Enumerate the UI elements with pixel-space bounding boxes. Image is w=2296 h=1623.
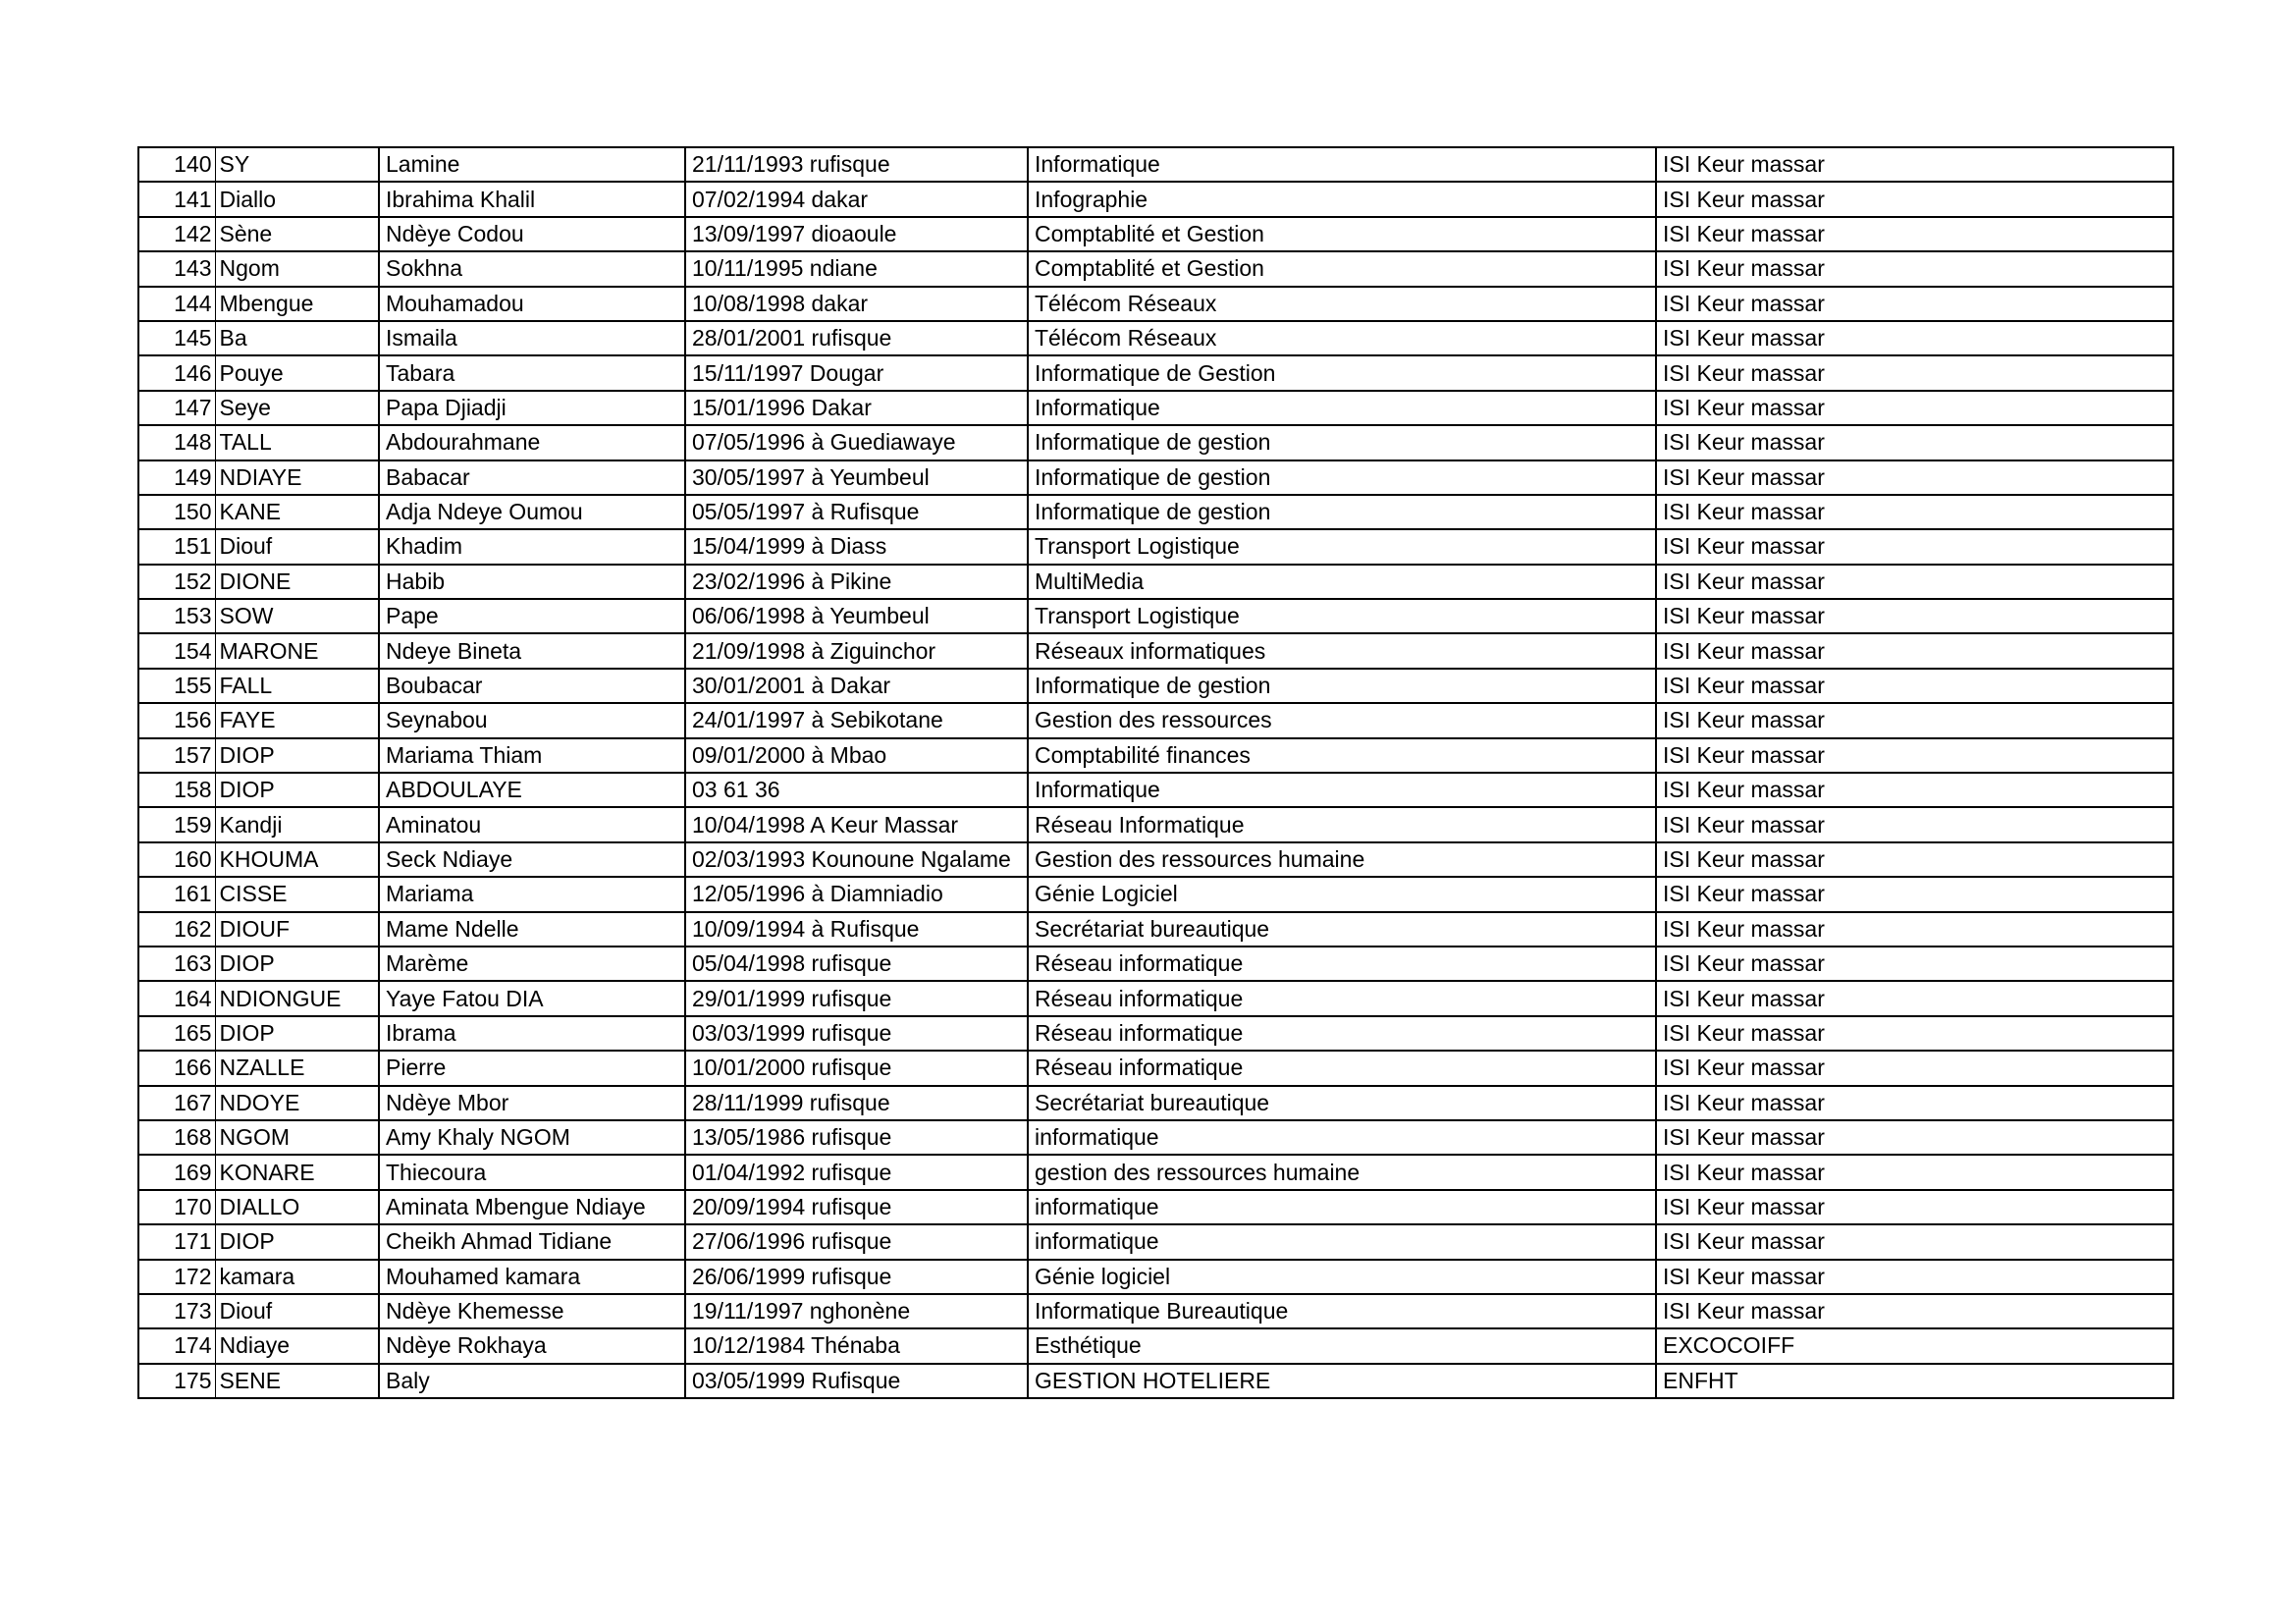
last-name-cell: NDIAYE (215, 460, 379, 495)
birth-info-cell: 30/05/1997 à Yeumbeul (685, 460, 1028, 495)
institution-cell: ISI Keur massar (1656, 182, 2173, 216)
program-cell: Réseaux informatiques (1028, 633, 1656, 668)
birth-info-cell: 19/11/1997 nghonène (685, 1294, 1028, 1328)
last-name-cell: KHOUMA (215, 842, 379, 877)
first-name-cell: Pierre (379, 1051, 685, 1085)
institution-cell: EXCOCOIFF (1656, 1328, 2173, 1363)
birth-info-cell: 03 61 36 (685, 773, 1028, 807)
institution-cell: ISI Keur massar (1656, 529, 2173, 564)
row-number: 144 (138, 287, 215, 321)
program-cell: Informatique (1028, 147, 1656, 182)
birth-info-cell: 21/09/1998 à Ziguinchor (685, 633, 1028, 668)
institution-cell: ISI Keur massar (1656, 669, 2173, 703)
last-name-cell: MARONE (215, 633, 379, 668)
row-number: 161 (138, 877, 215, 911)
birth-info-cell: 30/01/2001 à Dakar (685, 669, 1028, 703)
first-name-cell: Adja Ndeye Oumou (379, 495, 685, 529)
first-name-cell: Thiecoura (379, 1155, 685, 1189)
institution-cell: ISI Keur massar (1656, 1190, 2173, 1224)
birth-info-cell: 05/04/1998 rufisque (685, 947, 1028, 981)
first-name-cell: Baly (379, 1364, 685, 1398)
first-name-cell: Amy Khaly NGOM (379, 1120, 685, 1155)
student-table (137, 146, 2174, 1399)
table-row (138, 773, 2173, 807)
institution-cell: ENFHT (1656, 1364, 2173, 1398)
last-name-cell: Diouf (215, 529, 379, 564)
program-cell: Comptabilité finances (1028, 738, 1656, 773)
birth-info-cell: 02/03/1993 Kounoune Ngalame (685, 842, 1028, 877)
birth-info-cell: 24/01/1997 à Sebikotane (685, 703, 1028, 737)
birth-info-cell: 15/01/1996 Dakar (685, 391, 1028, 425)
row-number: 170 (138, 1190, 215, 1224)
last-name-cell: DIALLO (215, 1190, 379, 1224)
row-number: 171 (138, 1224, 215, 1259)
row-number: 140 (138, 147, 215, 182)
institution-cell: ISI Keur massar (1656, 599, 2173, 633)
program-cell: Comptablité et Gestion (1028, 217, 1656, 251)
last-name-cell: CISSE (215, 877, 379, 911)
first-name-cell: Khadim (379, 529, 685, 564)
first-name-cell: Aminata Mbengue Ndiaye (379, 1190, 685, 1224)
birth-info-cell: 27/06/1996 rufisque (685, 1224, 1028, 1259)
table-row (138, 1155, 2173, 1189)
birth-info-cell: 21/11/1993 rufisque (685, 147, 1028, 182)
row-number: 156 (138, 703, 215, 737)
table-row (138, 565, 2173, 599)
institution-cell: ISI Keur massar (1656, 217, 2173, 251)
institution-cell: ISI Keur massar (1656, 287, 2173, 321)
program-cell: Informatique de gestion (1028, 460, 1656, 495)
table-row (138, 321, 2173, 355)
institution-cell: ISI Keur massar (1656, 251, 2173, 286)
table-row (138, 703, 2173, 737)
institution-cell: ISI Keur massar (1656, 460, 2173, 495)
program-cell: informatique (1028, 1190, 1656, 1224)
last-name-cell: Pouye (215, 355, 379, 390)
birth-info-cell: 12/05/1996 à Diamniadio (685, 877, 1028, 911)
birth-info-cell: 23/02/1996 à Pikine (685, 565, 1028, 599)
last-name-cell: FALL (215, 669, 379, 703)
first-name-cell: Ibrama (379, 1016, 685, 1051)
row-number: 147 (138, 391, 215, 425)
institution-cell: ISI Keur massar (1656, 565, 2173, 599)
program-cell: Infographie (1028, 182, 1656, 216)
first-name-cell: Lamine (379, 147, 685, 182)
table-row (138, 669, 2173, 703)
first-name-cell: Pape (379, 599, 685, 633)
table-row (138, 355, 2173, 390)
first-name-cell: Abdourahmane (379, 425, 685, 460)
first-name-cell: Mouhamadou (379, 287, 685, 321)
last-name-cell: Diallo (215, 182, 379, 216)
first-name-cell: Seynabou (379, 703, 685, 737)
program-cell: GESTION HOTELIERE (1028, 1364, 1656, 1398)
last-name-cell: DIONE (215, 565, 379, 599)
birth-info-cell: 09/01/2000 à Mbao (685, 738, 1028, 773)
row-number: 173 (138, 1294, 215, 1328)
last-name-cell: Ngom (215, 251, 379, 286)
institution-cell: ISI Keur massar (1656, 1016, 2173, 1051)
last-name-cell: Seye (215, 391, 379, 425)
table-row (138, 1086, 2173, 1120)
table-row (138, 1224, 2173, 1259)
institution-cell: ISI Keur massar (1656, 1155, 2173, 1189)
row-number: 155 (138, 669, 215, 703)
institution-cell: ISI Keur massar (1656, 842, 2173, 877)
first-name-cell: Tabara (379, 355, 685, 390)
table-row (138, 147, 2173, 182)
program-cell: Secrétariat bureautique (1028, 912, 1656, 947)
first-name-cell: Habib (379, 565, 685, 599)
table-row (138, 633, 2173, 668)
last-name-cell: SY (215, 147, 379, 182)
table-row (138, 495, 2173, 529)
program-cell: Réseau informatique (1028, 981, 1656, 1015)
table-row (138, 1294, 2173, 1328)
last-name-cell: SENE (215, 1364, 379, 1398)
row-number: 152 (138, 565, 215, 599)
institution-cell: ISI Keur massar (1656, 425, 2173, 460)
table-row (138, 599, 2173, 633)
table-row (138, 1016, 2173, 1051)
birth-info-cell: 15/11/1997 Dougar (685, 355, 1028, 390)
last-name-cell: DIOP (215, 947, 379, 981)
row-number: 168 (138, 1120, 215, 1155)
table-row (138, 947, 2173, 981)
last-name-cell: NDOYE (215, 1086, 379, 1120)
row-number: 154 (138, 633, 215, 668)
institution-cell: ISI Keur massar (1656, 633, 2173, 668)
institution-cell: ISI Keur massar (1656, 1224, 2173, 1259)
last-name-cell: TALL (215, 425, 379, 460)
first-name-cell: Cheikh Ahmad Tidiane (379, 1224, 685, 1259)
program-cell: Informatique (1028, 773, 1656, 807)
first-name-cell: Ndèye Codou (379, 217, 685, 251)
first-name-cell: Mame Ndelle (379, 912, 685, 947)
birth-info-cell: 03/03/1999 rufisque (685, 1016, 1028, 1051)
birth-info-cell: 10/08/1998 dakar (685, 287, 1028, 321)
last-name-cell: FAYE (215, 703, 379, 737)
row-number: 174 (138, 1328, 215, 1363)
row-number: 165 (138, 1016, 215, 1051)
birth-info-cell: 13/09/1997 dioaoule (685, 217, 1028, 251)
birth-info-cell: 10/04/1998 A Keur Massar (685, 807, 1028, 841)
first-name-cell: Ibrahima Khalil (379, 182, 685, 216)
table-row (138, 1260, 2173, 1294)
last-name-cell: DIOP (215, 738, 379, 773)
first-name-cell: Marème (379, 947, 685, 981)
table-row (138, 1051, 2173, 1085)
table-row (138, 251, 2173, 286)
birth-info-cell: 29/01/1999 rufisque (685, 981, 1028, 1015)
program-cell: Télécom Réseaux (1028, 321, 1656, 355)
row-number: 142 (138, 217, 215, 251)
first-name-cell: Boubacar (379, 669, 685, 703)
institution-cell: ISI Keur massar (1656, 877, 2173, 911)
birth-info-cell: 10/09/1994 à Rufisque (685, 912, 1028, 947)
first-name-cell: Mariama Thiam (379, 738, 685, 773)
table-row (138, 391, 2173, 425)
institution-cell: ISI Keur massar (1656, 355, 2173, 390)
birth-info-cell: 10/12/1984 Thénaba (685, 1328, 1028, 1363)
row-number: 153 (138, 599, 215, 633)
table-row (138, 460, 2173, 495)
last-name-cell: Diouf (215, 1294, 379, 1328)
table-row (138, 1120, 2173, 1155)
row-number: 149 (138, 460, 215, 495)
last-name-cell: KANE (215, 495, 379, 529)
table-row (138, 807, 2173, 841)
table-row (138, 217, 2173, 251)
program-cell: Transport Logistique (1028, 599, 1656, 633)
row-number: 151 (138, 529, 215, 564)
first-name-cell: Babacar (379, 460, 685, 495)
birth-info-cell: 01/04/1992 rufisque (685, 1155, 1028, 1189)
program-cell: Télécom Réseaux (1028, 287, 1656, 321)
birth-info-cell: 28/11/1999 rufisque (685, 1086, 1028, 1120)
institution-cell: ISI Keur massar (1656, 981, 2173, 1015)
first-name-cell: Ismaila (379, 321, 685, 355)
row-number: 146 (138, 355, 215, 390)
last-name-cell: NGOM (215, 1120, 379, 1155)
program-cell: Génie logiciel (1028, 1260, 1656, 1294)
last-name-cell: DIOP (215, 1016, 379, 1051)
row-number: 158 (138, 773, 215, 807)
birth-info-cell: 07/02/1994 dakar (685, 182, 1028, 216)
program-cell: Transport Logistique (1028, 529, 1656, 564)
last-name-cell: Mbengue (215, 287, 379, 321)
first-name-cell: Sokhna (379, 251, 685, 286)
birth-info-cell: 15/04/1999 à Diass (685, 529, 1028, 564)
institution-cell: ISI Keur massar (1656, 947, 2173, 981)
table-row (138, 738, 2173, 773)
table-body (138, 147, 2173, 1398)
table-row (138, 877, 2173, 911)
program-cell: Informatique Bureautique (1028, 1294, 1656, 1328)
institution-cell: ISI Keur massar (1656, 1120, 2173, 1155)
birth-info-cell: 10/11/1995 ndiane (685, 251, 1028, 286)
first-name-cell: Ndèye Khemesse (379, 1294, 685, 1328)
institution-cell: ISI Keur massar (1656, 1260, 2173, 1294)
row-number: 166 (138, 1051, 215, 1085)
last-name-cell: Kandji (215, 807, 379, 841)
program-cell: Réseau informatique (1028, 1016, 1656, 1051)
table-row (138, 529, 2173, 564)
institution-cell: ISI Keur massar (1656, 912, 2173, 947)
table-row (138, 1190, 2173, 1224)
row-number: 160 (138, 842, 215, 877)
last-name-cell: Ba (215, 321, 379, 355)
program-cell: Informatique de gestion (1028, 669, 1656, 703)
table-row (138, 912, 2173, 947)
row-number: 162 (138, 912, 215, 947)
birth-info-cell: 10/01/2000 rufisque (685, 1051, 1028, 1085)
last-name-cell: Ndiaye (215, 1328, 379, 1363)
last-name-cell: DIOP (215, 1224, 379, 1259)
program-cell: Gestion des ressources (1028, 703, 1656, 737)
last-name-cell: NZALLE (215, 1051, 379, 1085)
row-number: 141 (138, 182, 215, 216)
first-name-cell: Aminatou (379, 807, 685, 841)
institution-cell: ISI Keur massar (1656, 1086, 2173, 1120)
table-row (138, 981, 2173, 1015)
program-cell: MultiMedia (1028, 565, 1656, 599)
birth-info-cell: 06/06/1998 à Yeumbeul (685, 599, 1028, 633)
institution-cell: ISI Keur massar (1656, 391, 2173, 425)
institution-cell: ISI Keur massar (1656, 703, 2173, 737)
first-name-cell: ABDOULAYE (379, 773, 685, 807)
table-row (138, 287, 2173, 321)
table-row (138, 425, 2173, 460)
table-row (138, 842, 2173, 877)
first-name-cell: Mariama (379, 877, 685, 911)
row-number: 157 (138, 738, 215, 773)
row-number: 164 (138, 981, 215, 1015)
row-number: 143 (138, 251, 215, 286)
birth-info-cell: 03/05/1999 Rufisque (685, 1364, 1028, 1398)
first-name-cell: Mouhamed kamara (379, 1260, 685, 1294)
last-name-cell: DIOP (215, 773, 379, 807)
last-name-cell: DIOUF (215, 912, 379, 947)
institution-cell: ISI Keur massar (1656, 1294, 2173, 1328)
institution-cell: ISI Keur massar (1656, 321, 2173, 355)
program-cell: Comptablité et Gestion (1028, 251, 1656, 286)
program-cell: Esthétique (1028, 1328, 1656, 1363)
program-cell: Informatique de gestion (1028, 425, 1656, 460)
institution-cell: ISI Keur massar (1656, 147, 2173, 182)
first-name-cell: Ndèye Rokhaya (379, 1328, 685, 1363)
last-name-cell: NDIONGUE (215, 981, 379, 1015)
program-cell: Réseau Informatique (1028, 807, 1656, 841)
table-row (138, 1364, 2173, 1398)
first-name-cell: Ndeye Bineta (379, 633, 685, 668)
institution-cell: ISI Keur massar (1656, 738, 2173, 773)
last-name-cell: Sène (215, 217, 379, 251)
institution-cell: ISI Keur massar (1656, 495, 2173, 529)
row-number: 145 (138, 321, 215, 355)
institution-cell: ISI Keur massar (1656, 773, 2173, 807)
institution-cell: ISI Keur massar (1656, 1051, 2173, 1085)
program-cell: gestion des ressources humaine (1028, 1155, 1656, 1189)
row-number: 159 (138, 807, 215, 841)
birth-info-cell: 26/06/1999 rufisque (685, 1260, 1028, 1294)
row-number: 169 (138, 1155, 215, 1189)
birth-info-cell: 05/05/1997 à Rufisque (685, 495, 1028, 529)
first-name-cell: Seck Ndiaye (379, 842, 685, 877)
last-name-cell: kamara (215, 1260, 379, 1294)
table-row (138, 1328, 2173, 1363)
row-number: 167 (138, 1086, 215, 1120)
first-name-cell: Yaye Fatou DIA (379, 981, 685, 1015)
program-cell: Réseau informatique (1028, 1051, 1656, 1085)
birth-info-cell: 07/05/1996 à Guediawaye (685, 425, 1028, 460)
last-name-cell: KONARE (215, 1155, 379, 1189)
first-name-cell: Papa Djiadji (379, 391, 685, 425)
program-cell: Secrétariat bureautique (1028, 1086, 1656, 1120)
program-cell: Réseau informatique (1028, 947, 1656, 981)
row-number: 148 (138, 425, 215, 460)
row-number: 172 (138, 1260, 215, 1294)
program-cell: Génie Logiciel (1028, 877, 1656, 911)
institution-cell: ISI Keur massar (1656, 807, 2173, 841)
last-name-cell: SOW (215, 599, 379, 633)
program-cell: Informatique de Gestion (1028, 355, 1656, 390)
birth-info-cell: 20/09/1994 rufisque (685, 1190, 1028, 1224)
birth-info-cell: 28/01/2001 rufisque (685, 321, 1028, 355)
document-page (137, 146, 2172, 1399)
first-name-cell: Ndèye Mbor (379, 1086, 685, 1120)
row-number: 175 (138, 1364, 215, 1398)
program-cell: Gestion des ressources humaine (1028, 842, 1656, 877)
row-number: 163 (138, 947, 215, 981)
program-cell: Informatique (1028, 391, 1656, 425)
program-cell: informatique (1028, 1120, 1656, 1155)
row-number: 150 (138, 495, 215, 529)
table-row (138, 182, 2173, 216)
program-cell: Informatique de gestion (1028, 495, 1656, 529)
program-cell: informatique (1028, 1224, 1656, 1259)
birth-info-cell: 13/05/1986 rufisque (685, 1120, 1028, 1155)
